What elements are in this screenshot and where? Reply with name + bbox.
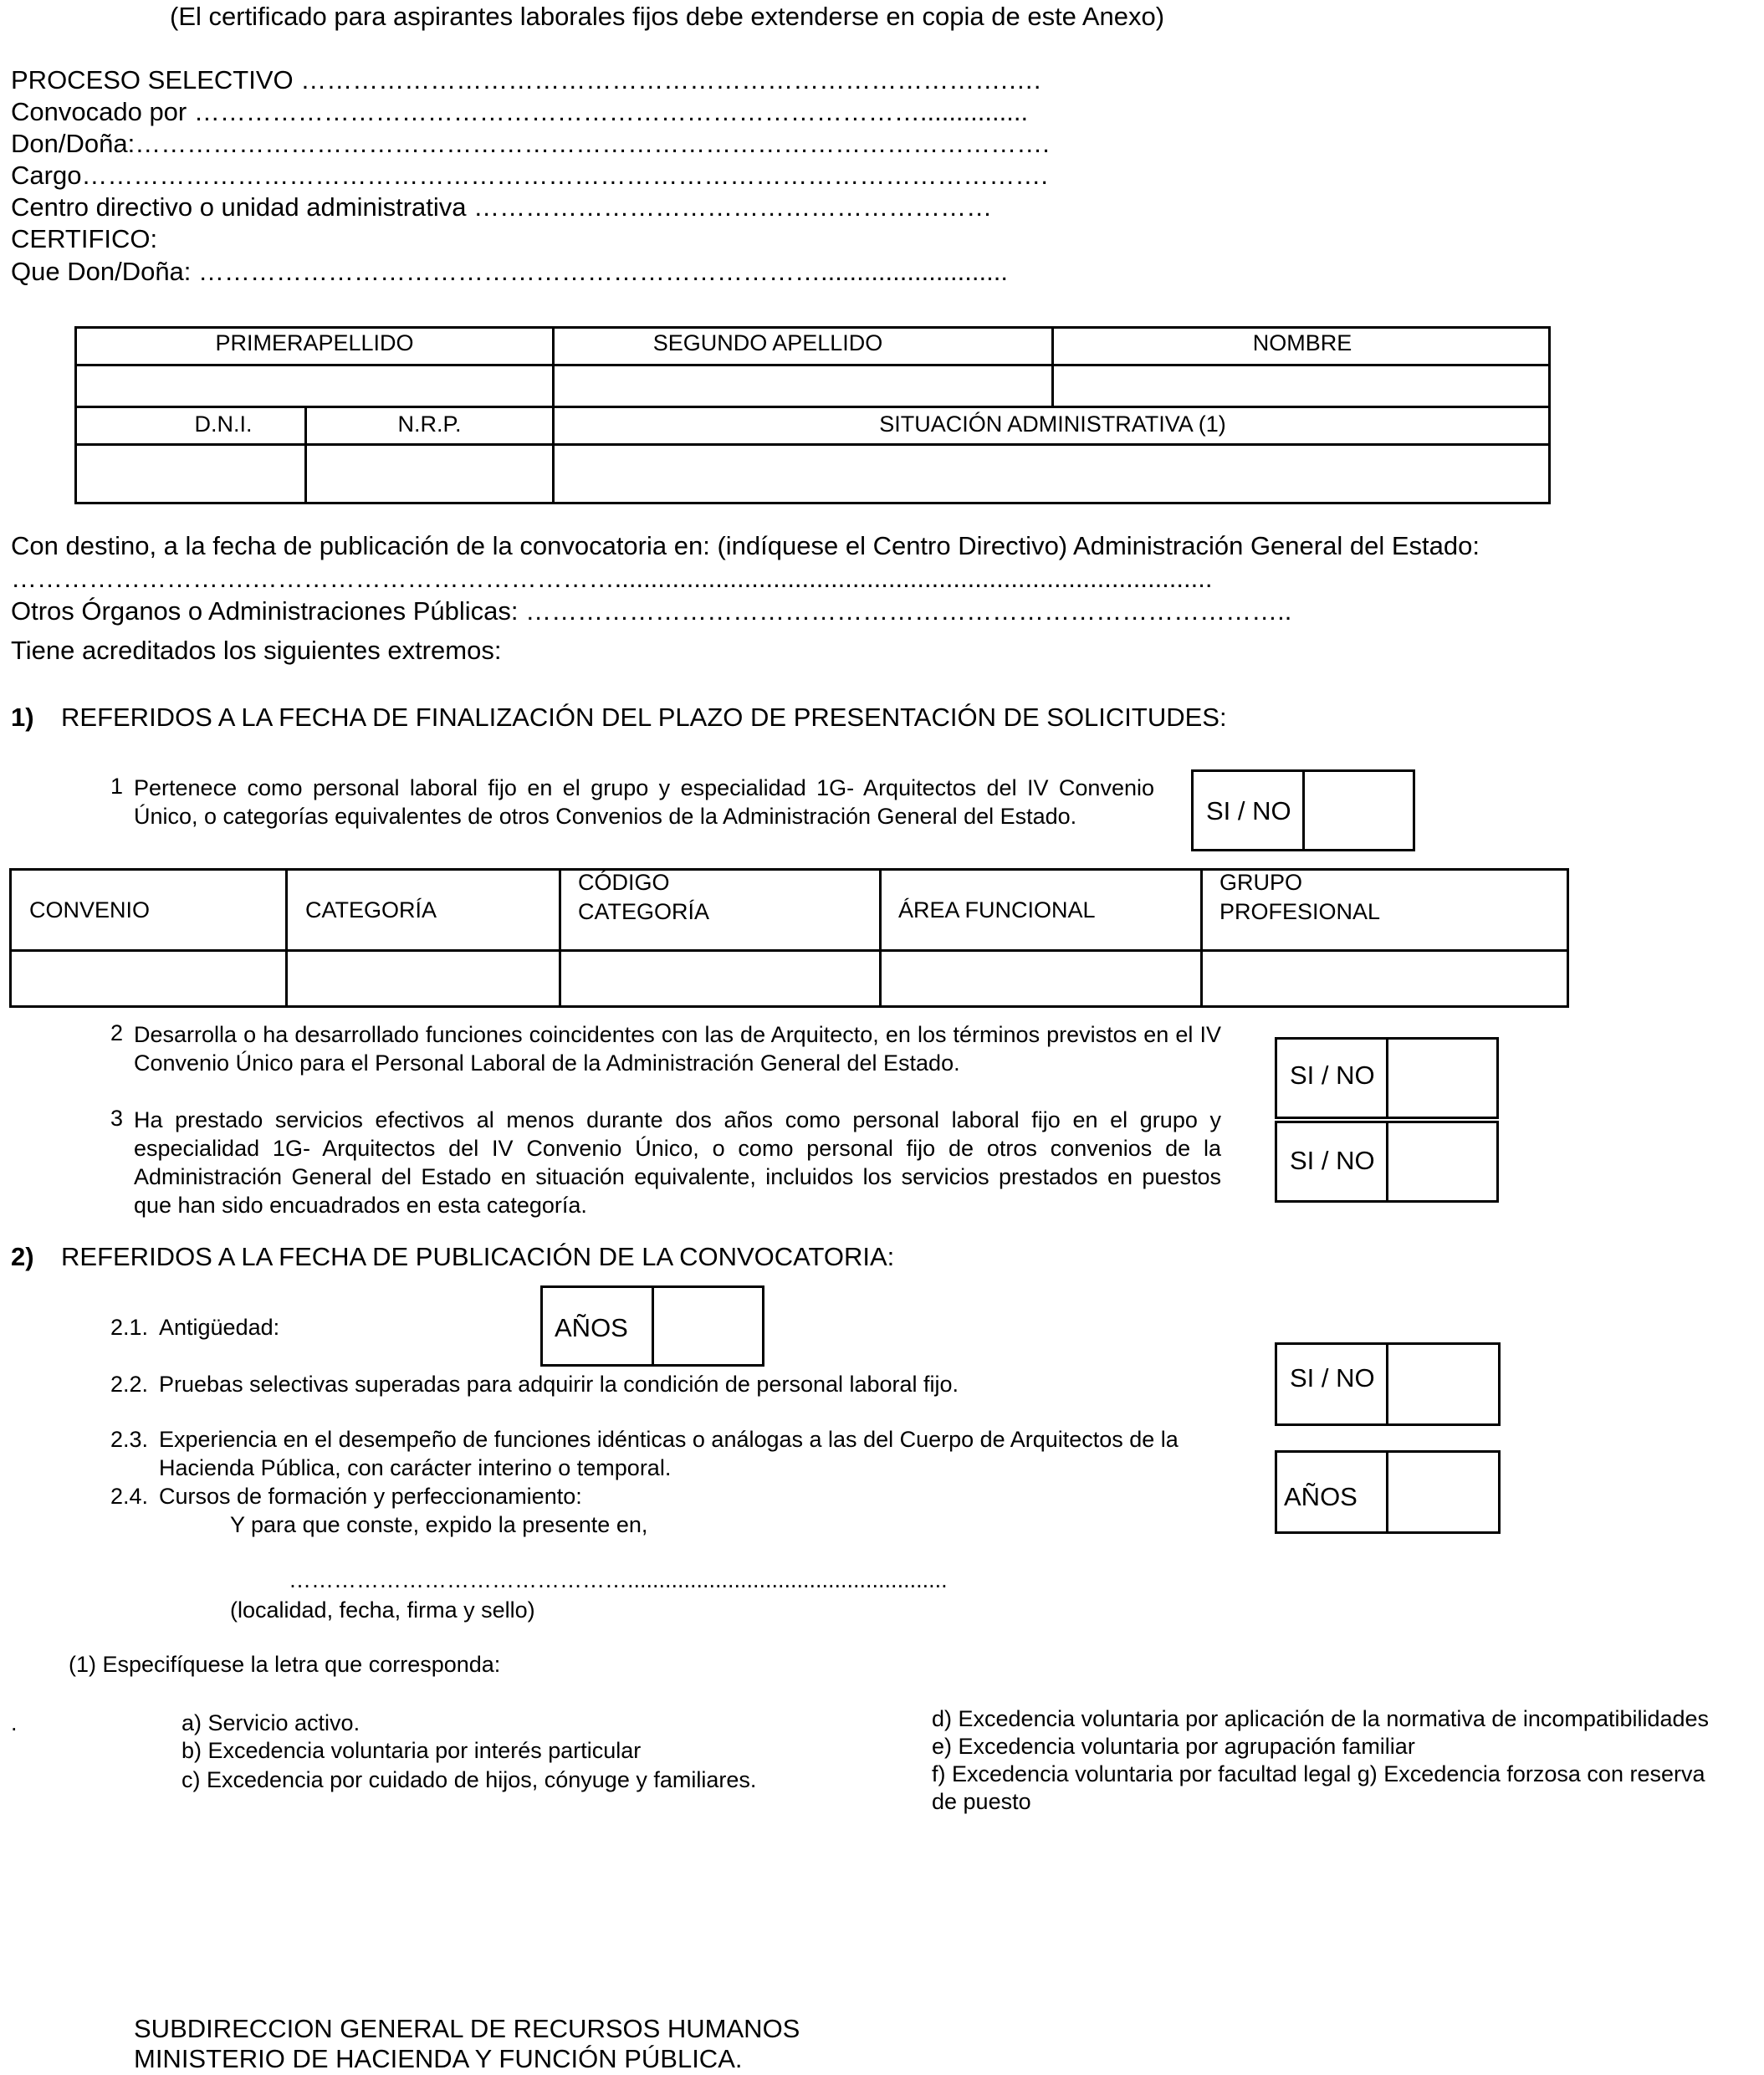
field-proceso-selectivo[interactable]: PROCESO SELECTIVO ……………………………………………………………………….…. [11,65,1041,95]
footnote-f-line2: de puesto [932,1789,1031,1814]
signature-subdireccion: SUBDIRECCION GENERAL DE RECURSOS HUMANOS [134,2014,800,2043]
input-convenio[interactable] [12,952,285,1005]
input-segundo-apellido[interactable] [555,366,1051,406]
item22-number: 2.2. [110,1372,149,1397]
col-categoria: CATEGORÍA [305,897,437,923]
si-no-label-item22: SI / NO [1290,1363,1375,1393]
footnote-mark: . [11,1710,18,1735]
item22-text: Pruebas selectivas superadas para adquirir la condición de personal laboral fijo. [159,1372,959,1397]
footnote-e: e) Excedencia voluntaria por agrupación familiar [932,1734,1415,1759]
si-no-label-item2: SI / NO [1290,1060,1375,1090]
item23-line1: Experiencia en el desempeño de funciones idénticas o análogas a las del Cuerpo de Arquitectos de la [159,1427,1179,1452]
input-situacion-administrativa[interactable] [555,446,1551,504]
footnote-c: c) Excedencia por cuidado de hijos, cónyuge y familiares. [182,1767,757,1792]
section2-title: REFERIDOS A LA FECHA DE PUBLICACIÓN DE LA CONVOCATORIA: [61,1242,895,1271]
tiene-acreditados: Tiene acreditados los siguientes extremos: [11,636,502,665]
col-grupo-line1: GRUPO [1219,870,1303,895]
field-don-dona[interactable]: Don/Doña:……………………………………………………………………………………………. [11,129,1050,158]
item23-number: 2.3. [110,1427,149,1452]
item21-number: 2.1. [110,1315,149,1340]
si-no-label-item1: SI / NO [1206,796,1291,825]
anos-label-experiencia: AÑOS [1284,1482,1358,1511]
field-que-don-dona[interactable]: Que Don/Doña: ……………………………………………………………….......................... [11,257,1008,286]
field-otros-organos[interactable]: Otros Órganos o Administraciones Públicas: …………………………………………………………………………….. [11,596,1292,626]
expido-text: Y para que conste, expido la presente en, [230,1512,648,1537]
item3-number: 3 [110,1106,124,1131]
item1-number: 1 [110,774,124,799]
footnote-a: a) Servicio activo. [182,1710,360,1735]
col-convenio: CONVENIO [29,897,151,923]
input-area-funcional[interactable] [882,952,1200,1005]
input-categoria[interactable] [288,952,559,1005]
localidad-fecha-firma: (localidad, fecha, firma y sello) [230,1597,535,1623]
col-nrp: N.R.P. [397,411,462,437]
col-codigo-line2: CATEGORÍA [578,899,710,924]
item24-text: Cursos de formación y perfeccionamiento: [159,1484,582,1509]
input-primer-apellido[interactable] [77,366,552,406]
certifico-heading: CERTIFICO: [11,224,158,253]
col-dni: D.N.I. [194,411,253,437]
signature-ministerio: MINISTERIO DE HACIENDA Y FUNCIÓN PÚBLICA. [134,2044,743,2073]
item2-text: Desarrolla o ha desarrollado funciones coincidentes con las de Arquitecto, en los términos previstos en el IV Convenio Único para el Personal Laboral de la Administración General del Estado. [134,1022,1221,1076]
col-nombre: NOMBRE [1252,330,1352,355]
section2-number: 2) [11,1242,34,1271]
footnote-title: (1) Especifíquese la letra que corresponda: [69,1652,501,1677]
col-area-funcional: ÁREA FUNCIONAL [898,897,1096,923]
item24-number: 2.4. [110,1484,149,1509]
item21-text: Antigüedad: [159,1315,280,1340]
destino-line: Con destino, a la fecha de publicación de la convocatoria en: (indíquese el Centro Directivo) Administración General del Estado: [11,531,1480,560]
input-grupo-profesional[interactable] [1203,952,1567,1005]
item1-text: Pertenece como personal laboral fijo en el grupo y especialidad 1G- Arquitectos del IV Convenio Único, o categorías equivalentes de otros Convenios de la Administración General del Estado. [134,775,1154,829]
input-nombre[interactable] [1054,366,1551,406]
footnote-f-line1: f) Excedencia voluntaria por facultad legal g) Excedencia forzosa con reserva [932,1761,1705,1786]
input-dni[interactable] [77,446,304,504]
col-grupo-line2: PROFESIONAL [1219,899,1381,924]
col-primer-apellido: PRIMERAPELLIDO [215,330,414,355]
field-convocado-por[interactable]: Convocado por …………………………………………………………………………............... [11,97,1029,126]
footnote-b: b) Excedencia voluntaria por interés particular [182,1738,642,1763]
input-nrp[interactable] [307,446,552,504]
field-centro-directivo[interactable]: Centro directivo o unidad administrativa …………………………………………………… [11,192,993,222]
col-segundo-apellido: SEGUNDO APELLIDO [652,330,883,355]
form-note: (El certificado para aspirantes laborales fijos debe extenderse en copia de este Anexo) [170,2,1165,31]
footnote-d: d) Excedencia voluntaria por aplicación de la normativa de incompatibilidades [932,1706,1710,1731]
field-destino-age[interactable]: ……………………….……………………………………................................................................................... [11,564,1213,593]
input-codigo-categoria[interactable] [561,952,879,1005]
item2-number: 2 [110,1020,124,1045]
section1-title: REFERIDOS A LA FECHA DE FINALIZACIÓN DEL PLAZO DE PRESENTACIÓN DE SOLICITUDES: [61,703,1227,732]
section1-number: 1) [11,703,34,732]
anos-label-antiguedad: AÑOS [555,1313,628,1342]
col-codigo-line1: CÓDIGO [578,870,670,895]
si-no-label-item3: SI / NO [1290,1146,1375,1175]
field-cargo[interactable]: Cargo…………………………………………………………………………………………………. [11,161,1049,190]
item23-line2: Hacienda Pública, con carácter interino o temporal. [159,1455,672,1480]
signature-place-field[interactable]: ………………………………………................................................... [289,1567,948,1592]
item3-text: Ha prestado servicios efectivos al menos durante dos años como personal laboral fijo en el grupo y especialidad 1G- Arquitectos del IV Convenio Único, o como personal fijo de otros convenios de la Administración General del Estado en situación equivalente, incluidos los servicios prestados en puestos que han sido encuadrados en esta categoría. [134,1107,1221,1218]
col-situacion-administrativa: SITUACIÓN ADMINISTRATIVA (1) [879,411,1226,437]
